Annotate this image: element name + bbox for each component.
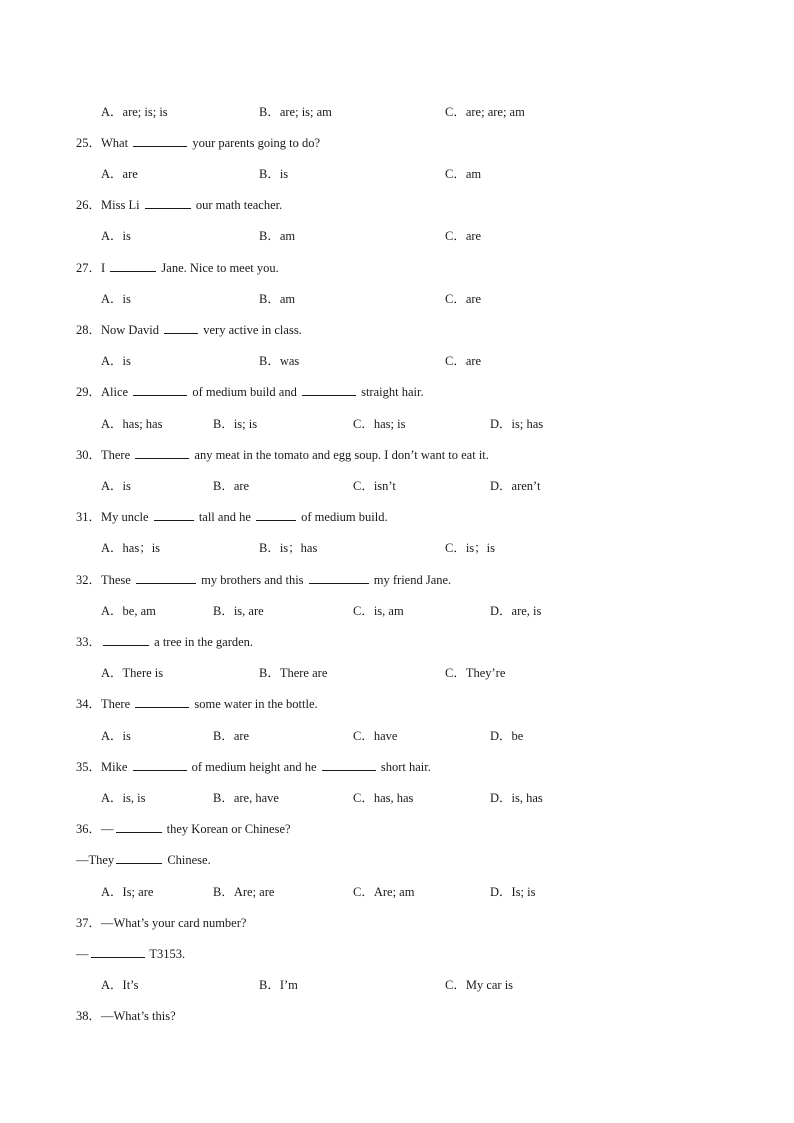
options-row	[0, 727, 794, 745]
option-b: B．There are	[259, 666, 328, 680]
option-d: D．is; has	[490, 417, 544, 431]
option-c: C．has; is	[353, 417, 406, 431]
options-row	[0, 227, 794, 245]
question-text: they Korean or Chinese?	[163, 822, 291, 836]
option-c: C．is, am	[353, 604, 404, 618]
option-c: C．am	[445, 167, 482, 181]
option-a: A．Is; are	[101, 885, 154, 899]
question-text: 36．—	[76, 822, 114, 836]
option-d: D．is, has	[490, 791, 543, 805]
option-b: B．was	[259, 354, 300, 368]
question-27	[0, 259, 794, 277]
question-text: any meat in the tomato and egg soup. I don’t want to eat it.	[191, 448, 489, 462]
option-c: C．has, has	[353, 791, 414, 805]
option-b: B．are	[213, 729, 250, 743]
option-c: C．are	[445, 354, 482, 368]
option-c: C．They’re	[445, 666, 506, 680]
question-text: 33．	[76, 635, 102, 649]
options-row	[0, 103, 794, 121]
question-26	[0, 196, 794, 214]
option-c: C．have	[353, 729, 398, 743]
options-row	[0, 883, 794, 901]
answer-blank	[133, 383, 187, 396]
question-text: 32．These	[76, 573, 134, 587]
question-text: 26．Miss Li	[76, 198, 143, 212]
option-c: C．isn’t	[353, 479, 396, 493]
option-d: D．be	[490, 729, 524, 743]
question-text: my friend Jane.	[370, 573, 452, 587]
question-36	[0, 820, 794, 838]
option-a: A．are	[101, 167, 138, 181]
option-a: A．is, is	[101, 791, 146, 805]
question-text: of medium build and	[189, 385, 300, 399]
option-c: C．My car is	[445, 978, 514, 992]
answer-blank	[133, 758, 187, 771]
option-a: A．has；is	[101, 541, 161, 555]
question-text: some water in the bottle.	[191, 697, 318, 711]
question-text: my brothers and this	[197, 573, 307, 587]
reply-text: Chinese.	[164, 853, 211, 867]
option-d: D．aren’t	[490, 479, 541, 493]
question-text: 35．Mike	[76, 760, 131, 774]
option-a: A．are; is; is	[101, 105, 168, 119]
option-b: B．is, are	[213, 604, 264, 618]
option-a: A．has; has	[101, 417, 163, 431]
option-a: A．is	[101, 354, 131, 368]
answer-blank	[256, 508, 296, 521]
option-b: B．is; is	[213, 417, 258, 431]
answer-blank	[133, 134, 187, 147]
question-31	[0, 508, 794, 526]
question-text: 27．I	[76, 261, 109, 275]
question-text: 25．What	[76, 136, 132, 150]
question-text: 28．Now David	[76, 323, 163, 337]
options-row	[0, 165, 794, 183]
option-c: C．is；is	[445, 541, 496, 555]
answer-blank	[116, 851, 162, 864]
option-b: B．are; is; am	[259, 105, 332, 119]
option-c: C．are; are; am	[445, 105, 525, 119]
options-row	[0, 602, 794, 620]
question-text: Jane. Nice to meet you.	[158, 261, 279, 275]
reply-text: T3153.	[146, 947, 186, 961]
option-b: B．am	[259, 292, 296, 306]
question-34	[0, 695, 794, 713]
answer-blank	[309, 571, 369, 584]
question-35	[0, 758, 794, 776]
question-30	[0, 446, 794, 464]
question-text: 30．There	[76, 448, 134, 462]
option-a: A．is	[101, 292, 131, 306]
answer-blank	[164, 321, 198, 334]
option-c: C．are	[445, 229, 482, 243]
option-b: B．Are; are	[213, 885, 275, 899]
answer-blank	[135, 695, 189, 708]
question-text: 37．—What’s your card number?	[76, 916, 247, 930]
question-37	[0, 914, 794, 932]
option-a: A．be, am	[101, 604, 156, 618]
question-text: straight hair.	[357, 385, 424, 399]
question-25	[0, 134, 794, 152]
question-text: your parents going to do?	[189, 136, 321, 150]
question-text: of medium build.	[298, 510, 388, 524]
option-b: B．is	[259, 167, 289, 181]
options-row	[0, 976, 794, 994]
option-d: D．Is; is	[490, 885, 536, 899]
question-text: of medium height and he	[188, 760, 320, 774]
question-text: 31．My uncle	[76, 510, 152, 524]
options-row	[0, 415, 794, 433]
question-text: 34．There	[76, 697, 134, 711]
question-text: very active in class.	[200, 323, 302, 337]
dialogue-reply	[0, 945, 794, 963]
question-29	[0, 383, 794, 401]
answer-blank	[302, 383, 356, 396]
answer-blank	[322, 758, 376, 771]
option-a: A．is	[101, 479, 131, 493]
question-text: tall and he	[195, 510, 255, 524]
options-row	[0, 539, 794, 557]
question-38	[0, 1007, 794, 1025]
option-c: C．Are; am	[353, 885, 415, 899]
answer-blank	[103, 633, 149, 646]
options-row	[0, 290, 794, 308]
reply-text: —They	[76, 853, 115, 867]
answer-blank	[135, 446, 189, 459]
options-row	[0, 352, 794, 370]
reply-text: —	[76, 947, 89, 961]
option-a: A．is	[101, 729, 131, 743]
question-text: 38．—What’s this?	[76, 1009, 176, 1023]
option-a: A．It’s	[101, 978, 139, 992]
dialogue-reply	[0, 851, 794, 869]
option-b: B．I’m	[259, 978, 298, 992]
question-text: short hair.	[377, 760, 431, 774]
option-c: C．are	[445, 292, 482, 306]
options-row	[0, 664, 794, 682]
option-b: B．are, have	[213, 791, 279, 805]
option-b: B．is；has	[259, 541, 318, 555]
answer-blank	[116, 820, 162, 833]
option-b: B．are	[213, 479, 250, 493]
options-row	[0, 789, 794, 807]
option-b: B．am	[259, 229, 296, 243]
options-row	[0, 477, 794, 495]
question-text: 29．Alice	[76, 385, 132, 399]
option-d: D．are, is	[490, 604, 542, 618]
answer-blank	[154, 508, 194, 521]
question-33	[0, 633, 794, 651]
answer-blank	[110, 259, 156, 272]
question-28	[0, 321, 794, 339]
answer-blank	[91, 945, 145, 958]
answer-blank	[136, 571, 196, 584]
question-text: our math teacher.	[192, 198, 283, 212]
option-a: A．There is	[101, 666, 164, 680]
option-a: A．is	[101, 229, 131, 243]
answer-blank	[145, 196, 191, 209]
question-32	[0, 571, 794, 589]
question-text: a tree in the garden.	[151, 635, 254, 649]
